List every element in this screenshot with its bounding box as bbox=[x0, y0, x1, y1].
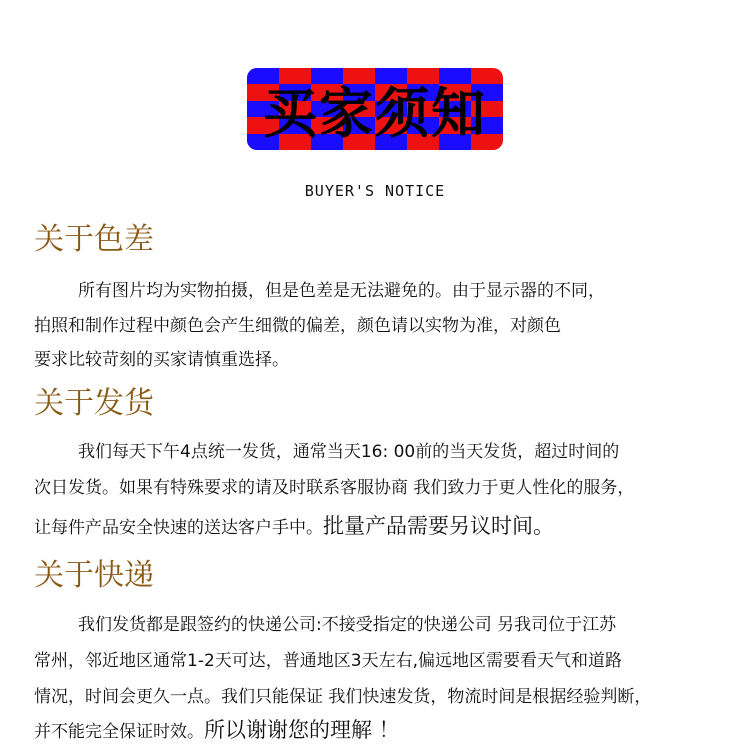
emphasis-text: 批量产品需要另议时间。 bbox=[323, 514, 554, 538]
paragraph-line bbox=[34, 714, 400, 744]
section-heading-courier: 关于快递 bbox=[34, 558, 154, 593]
notice-banner bbox=[247, 68, 503, 150]
banner-title: 买家须知 bbox=[263, 81, 487, 145]
paragraph-line: 常州，邻近地区通常1-2天可达，普通地区3天左右,偏远地区需要看天气和道路 bbox=[34, 651, 622, 671]
emphasis-text: 所以谢谢您的理解 ！ bbox=[204, 718, 400, 742]
paragraph-line: 所有图片均为实物拍摄，但是色差是无法避免的。由于显示器的不同， bbox=[78, 281, 605, 301]
paragraph-line: 次日发货。如果有特殊要求的请及时联系客服协商 我们致力于更人性化的服务， bbox=[34, 478, 635, 498]
paragraph-line: 我们发货都是跟签约的快递公司:不接受指定的快递公司 另我司位于江苏 bbox=[78, 615, 617, 635]
paragraph-line: 情况，时间会更久一点。我们只能保证 我们快速发货，物流时间是根据经验判断， bbox=[34, 687, 652, 707]
paragraph-text: 并不能完全保证时效。 bbox=[34, 722, 204, 742]
section-heading-color-difference: 关于色差 bbox=[34, 222, 154, 257]
paragraph-line: 要求比较苛刻的买家请慎重选择。 bbox=[34, 350, 289, 370]
page-subtitle: BUYER'S NOTICE bbox=[304, 182, 446, 200]
paragraph-text: 让每件产品安全快速的送达客户手中。 bbox=[34, 518, 323, 538]
section-heading-shipping: 关于发货 bbox=[34, 386, 154, 421]
paragraph-line: 我们每天下午4点统一发货，通常当天16: 00前的当天发货，超过时间的 bbox=[78, 442, 620, 462]
paragraph-line bbox=[34, 510, 554, 540]
paragraph-line: 拍照和制作过程中颜色会产生细微的偏差，颜色请以实物为准，对颜色 bbox=[34, 316, 561, 336]
